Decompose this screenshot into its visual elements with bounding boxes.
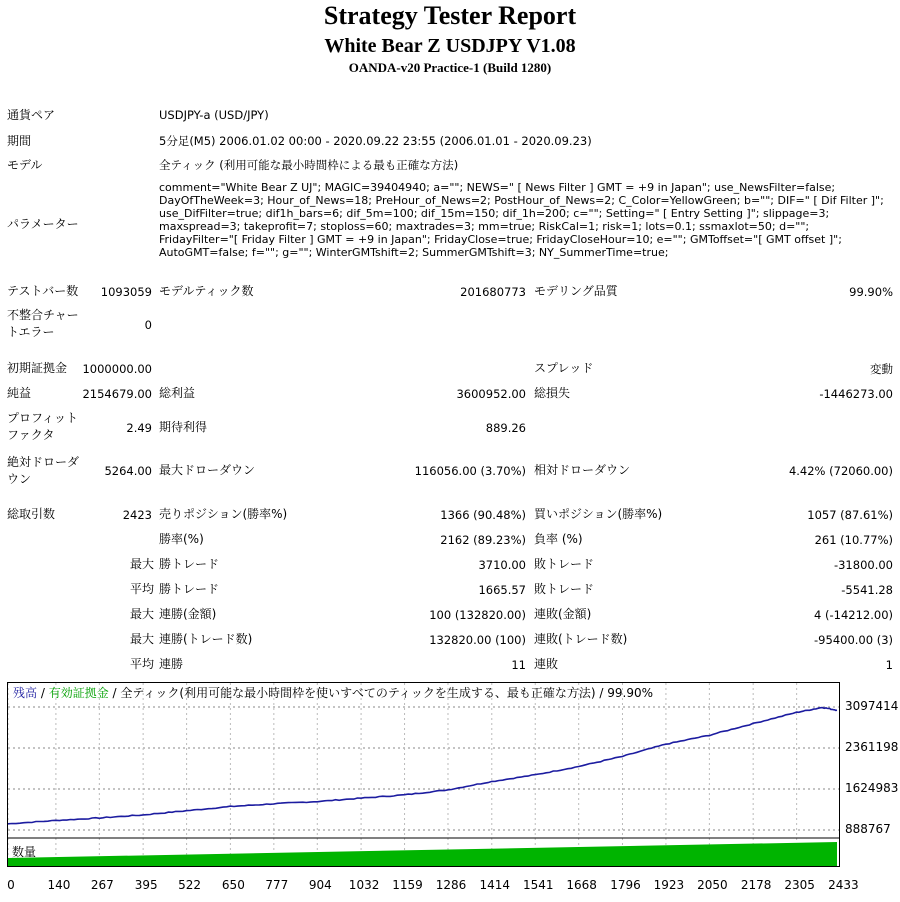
largest-win-value: 3710.00 xyxy=(478,558,526,572)
x-tick-label: 267 xyxy=(90,878,114,892)
mismatch-value: 0 xyxy=(144,318,152,332)
x-tick-label: 1541 xyxy=(522,878,554,892)
abs-dd-label-2: ウン xyxy=(7,472,32,486)
deposit-value: 1000000.00 xyxy=(82,362,152,376)
volume-label: 数量 xyxy=(12,845,37,859)
expected-label: 期待利得 xyxy=(159,420,208,434)
y-tick-label: 3097414 xyxy=(845,699,899,713)
report-subtitle: White Bear Z USDJPY V1.08 xyxy=(324,35,576,57)
mismatch-label-1: 不整合チャー xyxy=(7,308,79,322)
x-tick-label: 1796 xyxy=(610,878,641,892)
spread-value: 変動 xyxy=(870,362,893,376)
spread-label: スプレッド xyxy=(534,361,594,375)
net-value: 2154679.00 xyxy=(82,387,152,401)
max-label-3: 最大 xyxy=(130,632,155,646)
pf-label-1: プロフィット xyxy=(7,411,79,425)
abs-dd-label-1: 絶対ドローダ xyxy=(7,455,80,469)
quality-label: モデリング品質 xyxy=(534,284,618,298)
x-tick-label: 140 xyxy=(47,878,71,892)
largest-loss-value: -31800.00 xyxy=(833,558,893,572)
legend-equity: 有効証拠金 xyxy=(48,686,109,700)
total-trades-label: 総取引数 xyxy=(7,507,56,521)
x-tick-label: 1286 xyxy=(435,878,467,892)
x-tick-label: 2050 xyxy=(697,878,728,892)
max-dd-label: 最大ドローダウン xyxy=(159,463,256,477)
max-consec-loss-label: 連敗(トレード数) xyxy=(534,632,628,646)
expected-value: 889.26 xyxy=(485,421,526,435)
x-tick-label: 0 xyxy=(7,878,15,892)
rel-dd-value: 4.42% (72060.00) xyxy=(788,464,893,478)
model-value: 全ティック (利用可能な最小時間枠による最も正確な方法) xyxy=(159,158,459,172)
x-tick-label: 2178 xyxy=(740,878,772,892)
avg-loss-value: -5541.28 xyxy=(841,583,893,597)
gross-profit-value: 3600952.00 xyxy=(456,387,526,401)
abs-dd-value: 5264.00 xyxy=(104,464,152,478)
y-tick-label: 1624983 xyxy=(845,781,899,795)
gross-loss-value: -1446273.00 xyxy=(819,387,893,401)
legend-balance: 残高 xyxy=(13,686,38,700)
params-value: comment="White Bear Z UJ"; MAGIC=39404940; a=""; NEWS=" [ News Filter ] GMT = +9 in Japan"; use_NewsFilter=false; DayOfTheWeek=3; Hour_of_News=18; PreHour_of_News=2; PostHour_of_News=2; C_Color=YellowGreen; b=""; DIF=" [ Dif Filter ]"; use_DifFilter=true; dif1h_bars=6; dif_5m=100; dif_15m=150; dif_1h=200; c=""; Setting=" [ Entry Setting ]"; slippage=3; maxspread=3; takeprofit=7; stoploss=60; maxtrades=3; mm=true; RiskCal=1; risk=1; lots=0.1; ssmaxlot=50; d=""; FridayFilter="[ Friday Filter ] GMT = +9 in Japan"; FridayClose=true; FridayCloseHour=10; e=""; GMToffset="[ GMT offset ]"; AutoGMT=false; f=""; g=""; WinterGMTshift=2; SummerGMTshift=3; NY_SummerTime=true; xyxy=(159,181,884,259)
loss-pct-value: 261 (10.77%) xyxy=(814,533,893,547)
gross-loss-label: 総損失 xyxy=(534,386,571,400)
max-consec-profit-label: 連勝(トレード数) xyxy=(159,632,253,646)
pf-label-2: ファクタ xyxy=(7,428,55,442)
rel-dd-label: 相対ドローダウン xyxy=(534,463,631,477)
avg-consec-wins-label: 連勝 xyxy=(159,657,184,671)
balance-line xyxy=(8,708,837,824)
x-tick-label: 1159 xyxy=(392,878,423,892)
chart-legend xyxy=(13,686,653,701)
avg-consec-losses-value: 1 xyxy=(885,658,893,672)
deposit-label: 初期証拠金 xyxy=(7,361,68,375)
model-label: モデル xyxy=(7,158,43,172)
x-tick-label: 2305 xyxy=(784,878,815,892)
balance-chart xyxy=(7,682,840,867)
x-tick-label: 2433 xyxy=(828,878,859,892)
chart-canvas xyxy=(8,683,839,866)
average-label: 平均 xyxy=(130,582,155,596)
legend-sep-1: / xyxy=(37,686,49,700)
largest-label: 最大 xyxy=(130,557,155,571)
pf-value: 2.49 xyxy=(126,421,152,435)
total-trades-value: 2423 xyxy=(122,508,152,522)
x-tick-label: 1414 xyxy=(479,878,511,892)
server-info: OANDA-v20 Practice-1 (Build 1280) xyxy=(348,60,552,75)
x-tick-label: 395 xyxy=(134,878,158,892)
x-tick-label: 1923 xyxy=(653,878,685,892)
max-dd-value: 116056.00 (3.70%) xyxy=(414,464,526,478)
largest-win-label: 勝トレード xyxy=(159,557,220,571)
quality-value: 99.90% xyxy=(849,285,893,299)
period-value: 5分足(M5) 2006.01.02 00:00 - 2020.09.22 23:55 (2006.01.01 - 2020.09.23) xyxy=(159,134,592,148)
x-tick-label: 777 xyxy=(265,878,289,892)
y-tick-label: 2361198 xyxy=(845,740,899,754)
largest-loss-label: 敗トレード xyxy=(534,557,595,571)
volume-bars xyxy=(8,842,837,866)
ticks-label: モデルティック数 xyxy=(159,284,254,298)
y-tick-label: 888767 xyxy=(845,822,891,836)
x-tick-label: 1032 xyxy=(348,878,380,892)
legend-sep-2: / 全ティック(利用可能な最小時間枠を使いすべてのティックを生成する、最も正確な方法) / 99.90% xyxy=(108,686,654,700)
avg-consec-wins-value: 11 xyxy=(511,658,526,672)
bars-label: テストバー数 xyxy=(7,284,79,298)
avg-consec-losses-label: 連敗 xyxy=(534,657,559,671)
avg-win-value: 1665.57 xyxy=(478,583,526,597)
symbol-label: 通貨ペア xyxy=(7,108,56,122)
win-pct-value: 2162 (89.23%) xyxy=(440,533,526,547)
max-consec-wins-label: 連勝(金額) xyxy=(159,607,217,621)
avg-loss-label: 敗トレード xyxy=(534,582,595,596)
report-title: Strategy Tester Report xyxy=(323,1,577,30)
symbol-value: USDJPY-a (USD/JPY) xyxy=(159,108,269,122)
x-tick-label: 904 xyxy=(308,878,332,892)
x-tick-label: 650 xyxy=(221,878,245,892)
max-consec-wins-value: 100 (132820.00) xyxy=(429,608,526,622)
x-tick-label: 1668 xyxy=(566,878,597,892)
max-consec-profit-value: 132820.00 (100) xyxy=(429,633,526,647)
max-label-2: 最大 xyxy=(130,607,155,621)
short-label: 売りポジション(勝率%) xyxy=(159,507,288,521)
win-pct-label: 勝率(%) xyxy=(159,532,204,546)
max-consec-losses-value: 4 (-14212.00) xyxy=(814,608,893,622)
short-value: 1366 (90.48%) xyxy=(440,508,526,522)
period-label: 期間 xyxy=(7,134,32,148)
gross-profit-label: 総利益 xyxy=(159,386,196,400)
max-consec-losses-label: 連敗(金額) xyxy=(534,607,592,621)
params-label: パラメーター xyxy=(7,217,79,231)
avg-win-label: 勝トレード xyxy=(159,582,220,596)
x-tick-label: 522 xyxy=(178,878,202,892)
long-value: 1057 (87.61%) xyxy=(807,508,893,522)
max-consec-loss-value: -95400.00 (3) xyxy=(814,633,893,647)
ticks-value: 201680773 xyxy=(460,285,526,299)
bars-value: 1093059 xyxy=(100,285,152,299)
loss-pct-label: 負率 (%) xyxy=(534,532,583,546)
net-label: 純益 xyxy=(7,386,32,400)
long-label: 買いポジション(勝率%) xyxy=(534,507,663,521)
average-label-2: 平均 xyxy=(130,657,155,671)
mismatch-label-2: トエラー xyxy=(7,325,55,339)
